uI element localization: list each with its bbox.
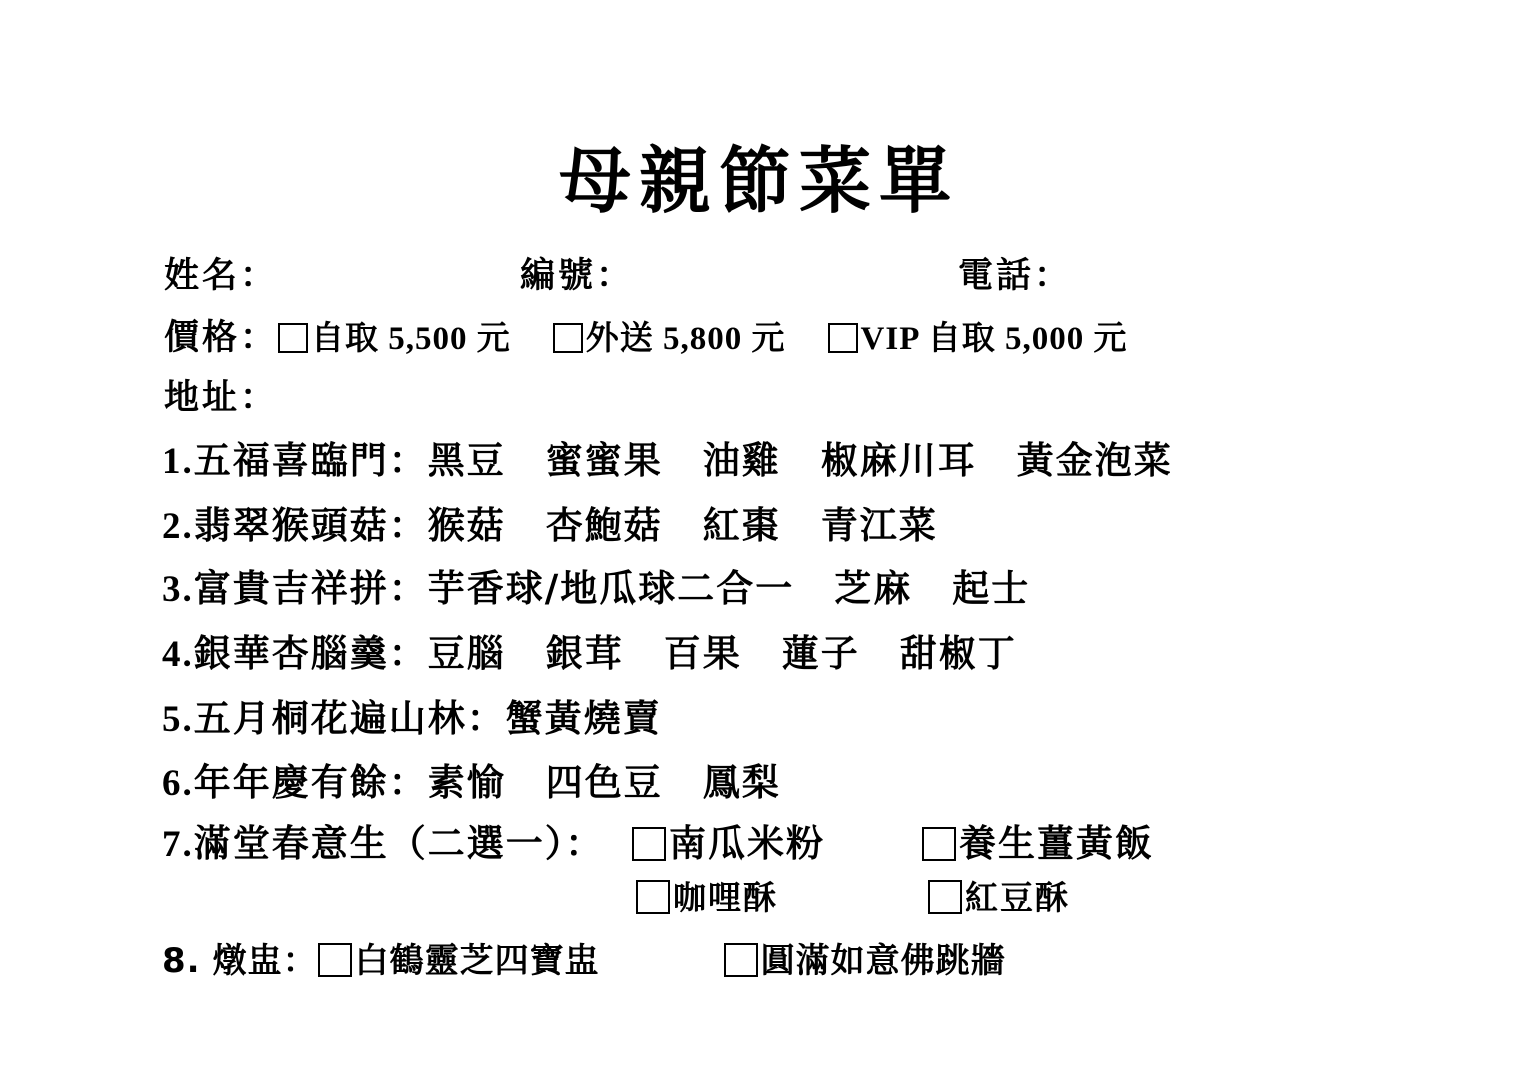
dish-name: 燉盅：: [212, 941, 318, 981]
dish-ingredient: 銀茸: [545, 631, 624, 675]
dish-ingredient: 蓮子: [781, 631, 860, 675]
dish-ingredient: 素愉: [427, 760, 506, 804]
dish-ingredient: 黑豆: [427, 438, 506, 482]
page-title: 母親節菜單: [558, 138, 959, 223]
dish-row-1: [162, 430, 1173, 484]
dish-number: 5.: [162, 699, 194, 740]
dish-number: 1.: [162, 441, 194, 482]
dish-ingredient: 起士: [952, 566, 1031, 610]
dish-ingredient: 芝麻: [834, 566, 913, 610]
dish-ingredient: 蜜蜜果: [545, 438, 663, 482]
dish-number: 7.: [162, 824, 194, 865]
checkbox-pumpkin-noodles[interactable]: [632, 827, 666, 861]
dish-ingredient: 猴菇: [427, 503, 506, 547]
dish-row-6: [162, 752, 781, 806]
dish-name: 五福喜臨門：: [193, 438, 428, 482]
dish-ingredient: 甜椒丁: [899, 631, 1017, 675]
option-label: 圓滿如意佛跳牆: [760, 941, 1006, 981]
dish-name: 五月桐花遍山林：: [193, 696, 506, 740]
checkbox-herbal-soup[interactable]: [318, 943, 352, 977]
price-option-pickup: 自取 5,500 元: [311, 321, 511, 357]
price-option-vip: VIP 自取 5,000 元: [860, 321, 1128, 357]
phone-label: 電話：: [958, 255, 1073, 296]
dish-number: 2.: [162, 506, 194, 547]
dish-ingredient: 油雞: [702, 438, 781, 482]
dish-name: 年年慶有餘：: [193, 760, 428, 804]
dish-number: 3.: [162, 569, 194, 610]
checkbox-vip-pickup[interactable]: [828, 323, 858, 353]
dish-ingredient: 椒麻川耳: [820, 438, 977, 482]
dish-number: 6.: [162, 763, 194, 804]
price-option-delivery: 外送 5,800 元: [585, 321, 786, 357]
dish-ingredient: 紅棗: [702, 503, 781, 547]
dish-name: 翡翠猴頭菇：: [193, 503, 428, 547]
dish-ingredient: 四色豆: [545, 760, 663, 804]
option-label: 南瓜米粉: [669, 821, 825, 865]
dish7-option-b[interactable]: [922, 813, 1154, 867]
dish-row-3: [162, 558, 1030, 612]
dish-ingredient: 杏鮑菇: [545, 503, 663, 547]
dish7-option-a[interactable]: [632, 813, 825, 867]
checkbox-buddha-jumps[interactable]: [724, 943, 758, 977]
number-label: 編號：: [520, 255, 635, 296]
option-label: 白鶴靈芝四寶盅: [354, 941, 600, 981]
dish-ingredient: 芋香球/地瓜球二合一: [427, 566, 795, 610]
option-label: 養生薑黃飯: [959, 821, 1154, 865]
dish-ingredient: 豆腦: [427, 631, 506, 675]
dish7-option-c[interactable]: [636, 872, 778, 919]
dish-name: 富貴吉祥拼：: [193, 566, 428, 610]
dish-ingredient: 蟹黃燒賣: [505, 696, 662, 740]
address-label: 地址：: [164, 377, 279, 418]
option-label: 咖哩酥: [673, 878, 778, 917]
dish-ingredient: 鳳梨: [702, 760, 781, 804]
option-label: 紅豆酥: [965, 878, 1070, 917]
dish-name: 銀華杏腦羹：: [193, 631, 428, 675]
checkbox-pickup[interactable]: [278, 323, 308, 353]
name-label: 姓名：: [164, 255, 279, 296]
dish-ingredient: 黃金泡菜: [1016, 438, 1173, 482]
dish-row-4: [162, 623, 1017, 677]
dish-row-2: [162, 495, 938, 549]
dish-ingredient: 青江菜: [820, 503, 938, 547]
dish-ingredient: 百果: [663, 631, 742, 675]
checkbox-turmeric-rice[interactable]: [922, 827, 956, 861]
checkbox-curry-pastry[interactable]: [636, 880, 670, 914]
checkbox-red-bean-pastry[interactable]: [928, 880, 962, 914]
dish7-option-d[interactable]: [928, 872, 1070, 919]
dish-row-5: [162, 688, 662, 742]
dish-number: 8.: [162, 941, 201, 981]
price-label: 價格：: [164, 317, 279, 358]
dish-name: 滿堂春意生（二選一）：: [193, 821, 605, 865]
price-row: [164, 310, 1128, 360]
dish-number: 4.: [162, 634, 194, 675]
dish-row-7: [162, 813, 604, 867]
checkbox-delivery[interactable]: [553, 323, 583, 353]
dish-row-8: [162, 933, 1006, 982]
